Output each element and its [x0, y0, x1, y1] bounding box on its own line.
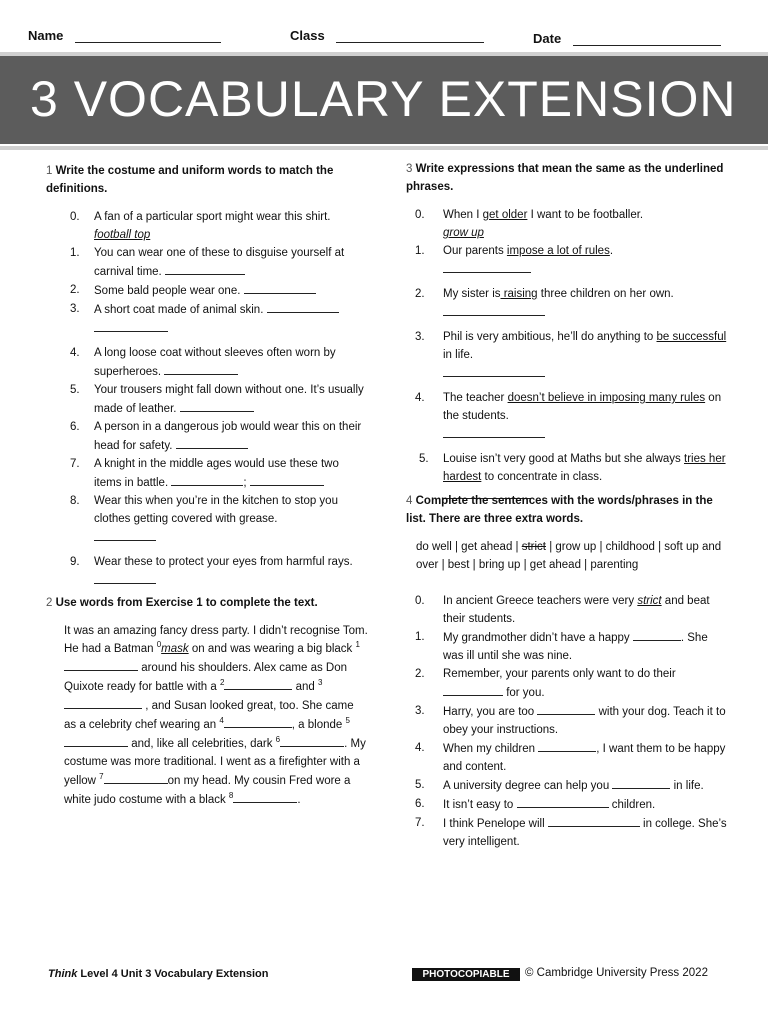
answer-blank[interactable] — [612, 776, 670, 789]
copyright-text: © Cambridge University Press 2022 — [525, 967, 708, 979]
class-label: Class — [290, 28, 325, 43]
exercise-4-instruction: 4 Complete the sentences with the words/phrases in the list. There are three extra words. — [406, 495, 713, 525]
date-blank[interactable] — [573, 31, 721, 46]
exercise-3-list — [406, 206, 728, 505]
list-item: 5. A university degree can help you in life. — [406, 776, 728, 795]
answer-blank[interactable] — [224, 677, 292, 690]
list-item: 7. A knight in the middle ages would use these two items in battle. ; — [70, 458, 339, 489]
date-label: Date — [533, 31, 562, 46]
answer-blank[interactable] — [267, 300, 339, 313]
list-item: 3. Phil is very ambitious, he’ll do anything to be successful in life. — [406, 328, 728, 383]
exercise-4-list — [406, 592, 728, 851]
list-item: 7. I think Penelope will in college. She’s very intelligent. — [406, 814, 728, 851]
list-item: 8. Wear this when you’re in the kitchen to stop you clothes getting covered with grease. — [46, 492, 364, 547]
exercise-1-instruction: 1 Write the costume and uniform words to match the definitions. — [46, 165, 334, 195]
photocopiable-badge: PHOTOCOPIABLE — [412, 968, 520, 981]
answer-blank[interactable] — [517, 795, 609, 808]
answer-blank[interactable] — [164, 362, 238, 375]
exercise-2 — [46, 594, 368, 809]
name-label: Name — [28, 28, 64, 43]
answer-blank[interactable] — [443, 303, 545, 316]
list-item: 4. The teacher doesn’t believe in imposing many rules on the students. — [406, 389, 728, 444]
list-item: 3. Harry, you are too with your dog. Teach it to obey your instructions. — [406, 702, 728, 739]
answer-blank[interactable] — [176, 436, 248, 449]
answer-blank[interactable] — [94, 571, 156, 584]
crossed-word: strict — [521, 541, 546, 553]
list-item: 4. When my children , I want them to be happy and content. — [406, 739, 728, 776]
answer-blank[interactable] — [443, 683, 503, 696]
word-list: do well | get ahead | strict | grow up | childhood | soft up and over | best | bring up | get ahead | parenting — [416, 541, 722, 571]
footer-book-info: Think Level 4 Unit 3 Vocabulary Extension — [48, 968, 269, 980]
answer-blank[interactable] — [171, 473, 243, 486]
answer-blank[interactable] — [94, 528, 156, 541]
answer-blank[interactable] — [443, 364, 545, 377]
book-title: Think — [48, 968, 78, 980]
list-item: 2. Remember, your parents only want to do their for you. — [415, 668, 676, 699]
exercise-2-instruction: 2 Use words from Exercise 1 to complete the text. — [46, 597, 318, 609]
page-title: 3 VOCABULARY EXTENSION — [30, 71, 737, 127]
exercise-3 — [406, 160, 728, 505]
answer-blank[interactable] — [537, 702, 595, 715]
answer-blank[interactable] — [443, 260, 531, 273]
list-item: 6. A person in a dangerous job would wear this on their head for safety. — [70, 421, 362, 452]
example-answer: football top — [94, 229, 151, 241]
answer-blank[interactable] — [224, 715, 292, 728]
list-item: 6. It isn’t easy to children. — [406, 795, 728, 814]
answer-blank[interactable] — [64, 696, 142, 709]
example-answer: mask — [161, 643, 189, 655]
answer-blank[interactable] — [64, 658, 138, 671]
exercise-2-text: It was an amazing fancy dress party. I didn’t recognise Tom. He had a Batman $^0$mask on and was wearing a big black $^1$ around his shoulders. Alex came as Don Quixote ready for battle with a $^2$ and $^3$ , and Susan looked great, too. She came as a celebrity chef wearing an $^4$ , a blonde $^5$ and, like all celebrities, dark $^6$ . My costume was more traditional. I went as a firefighter with a yellow $^7$ on my head. My cousin Fred wore a white judo costume with a black $^8$ . — [64, 625, 368, 806]
example-answer: strict — [637, 595, 662, 607]
list-item: 9. Wear these to protect your eyes from harmful rays. — [46, 553, 364, 590]
answer-blank[interactable] — [244, 281, 316, 294]
list-item: 0. When I get older I want to be footballer. grow up — [415, 209, 644, 239]
list-item: 1. Our parents impose a lot of rules. — [406, 242, 728, 279]
class-blank[interactable] — [336, 28, 484, 43]
exercise-3-instruction: 3 Write expressions that mean the same as the underlined phrases. — [406, 163, 724, 193]
exercise-4 — [406, 492, 728, 851]
list-item: 1. My grandmother didn’t have a happy . She was ill until she was nine. — [406, 628, 728, 665]
banner-rule — [0, 146, 768, 150]
answer-blank[interactable] — [233, 790, 297, 803]
name-field — [28, 28, 221, 43]
answer-blank[interactable] — [548, 814, 640, 827]
list-item: 1. You can wear one of these to disguise yourself at carnival time. — [70, 247, 345, 278]
list-item: 0. A fan of a particular sport might wear this shirt. football top — [70, 211, 331, 241]
answer-blank[interactable] — [250, 473, 324, 486]
list-item: 0. In ancient Greece teachers were very strict and beat their students. — [415, 595, 710, 625]
answer-blank[interactable] — [180, 399, 254, 412]
answer-blank[interactable] — [633, 628, 681, 641]
answer-blank[interactable] — [443, 425, 545, 438]
answer-blank[interactable] — [104, 771, 168, 784]
exercise-1 — [46, 162, 364, 590]
list-item: 2. Some bald people wear one. — [46, 281, 364, 300]
list-item: 2. My sister is raising three children on her own. — [406, 285, 728, 322]
answer-blank[interactable] — [280, 734, 344, 747]
answer-blank[interactable] — [94, 319, 168, 332]
answer-blank[interactable] — [165, 262, 245, 275]
answer-blank[interactable] — [538, 739, 596, 752]
list-item: 3. A short coat made of animal skin. — [46, 300, 364, 338]
list-item: 5. Louise isn’t very good at Maths but she always tries her hardest to concentrate in class. — [406, 450, 728, 505]
exercise-1-list — [46, 208, 364, 590]
example-answer: grow up — [443, 227, 484, 239]
name-blank[interactable] — [75, 28, 221, 43]
list-item: 4. A long loose coat without sleeves often worn by superheroes. — [70, 347, 336, 378]
answer-blank[interactable] — [64, 734, 128, 747]
date-field — [533, 31, 721, 46]
class-field — [290, 28, 484, 43]
list-item: 5. Your trousers might fall down without one. It’s usually made of leather. — [70, 384, 364, 415]
